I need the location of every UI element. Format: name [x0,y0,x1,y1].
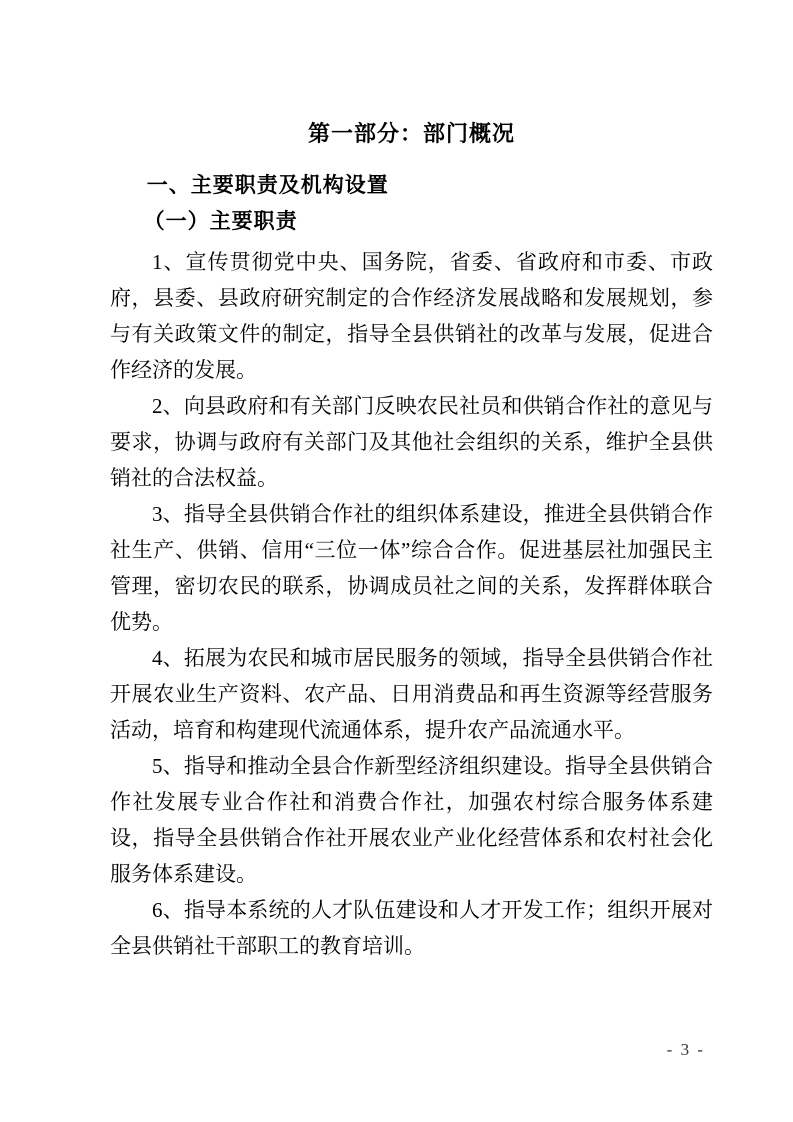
paragraph: 6、指导本系统的人才队伍建设和人才开发工作；组织开展对全县供销社干部职工的教育培训。 [110,898,713,958]
paragraph: 2、向县政府和有关部门反映农民社员和供销合作社的意见与要求，协调与政府有关部门及其他社会组织的关系，维护全县供销社的合法权益。 [110,394,713,490]
page-number: - 3 - [666,1040,705,1059]
subsection-heading: （一）主要职责 [143,210,298,233]
paragraph: 5、指导和推动全县合作新型经济组织建设。指导全县供销合作社发展专业合作社和消费合作社，加强农村综合服务体系建设，指导全县供销合作社开展农业产业化经营体系和农村社会化服务体系建设。 [110,754,713,886]
section-heading: 一、主要职责及机构设置 [146,174,389,197]
paragraph: 1、宣传贯彻党中央、国务院，省委、省政府和市委、市政府，县委、县政府研究制定的合作经济发展战略和发展规划，参与有关政策文件的制定，指导全县供销社的改革与发展，促进合作经济的发展。 [110,250,713,382]
paragraph: 4、拓展为农民和城市居民服务的领域，指导全县供销合作社开展农业生产资料、农产品、日用消费品和再生资源等经营服务活动，培育和构建现代流通体系，提升农产品流通水平。 [110,646,713,742]
document-title: 第一部分：部门概况 [307,121,515,146]
paragraph-list [110,244,713,964]
document-content [110,120,713,964]
paragraph: 3、指导全县供销合作社的组织体系建设，推进全县供销合作社生产、供销、信用“三位一体”综合合作。促进基层社加强民主管理，密切农民的联系，协调成员社之间的关系，发挥群体联合优势。 [110,502,713,634]
